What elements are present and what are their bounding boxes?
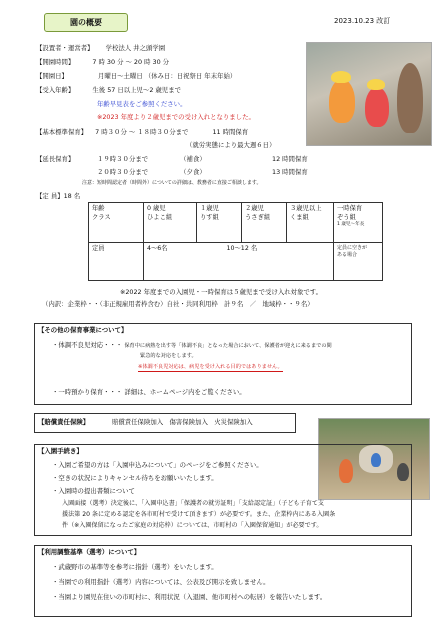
extended-meal-2: （夕食） bbox=[180, 168, 206, 176]
age-chart-note: 年齢早見表をご参照ください。 bbox=[97, 100, 187, 108]
days-label: 【開園日】 bbox=[36, 72, 68, 80]
criteria-item-1: ・武蔵野市の基準等を参考に指針（選考）をいたします。 bbox=[52, 563, 218, 571]
enrollment-item-2: ・空きの状況によりキャンセル待ちをお願いいたします。 bbox=[52, 474, 218, 482]
enrollment-docs-3: 件（※入園保留になったご家庭の対応枠）については、市町村の「入園保留通知」が必要です。 bbox=[62, 522, 323, 529]
capacity-temp: 定員に空きが ある場合 bbox=[334, 243, 383, 281]
revision-date: 2023.10.23 改訂 bbox=[334, 17, 391, 25]
extended-time-1: １９時３０分まで bbox=[97, 155, 149, 163]
temp-care-text: 詳細は、ホームページ内をご覧ください。 bbox=[124, 388, 246, 396]
founder-label: 【設置者・運営者】 bbox=[36, 44, 94, 52]
capacity-23: 10～12 名 bbox=[197, 243, 334, 281]
short-time-note: 注意：短時間認定者（時間外）についての詳細は、教務者に直接ご相談します。 bbox=[82, 180, 262, 186]
days-value: 月曜日～土曜日 （休み日：日祝祭日 年末年始） bbox=[98, 72, 237, 80]
enrollment-heading: 【入園手続き】 bbox=[38, 447, 83, 455]
extended-hours-1: 12 時間保育 bbox=[272, 155, 308, 163]
age-value: 生後 57 日以上児～2 歳児まで bbox=[92, 86, 181, 94]
enrollment-item-1: ・入園ご希望の方は「入園申込みについて」のページをご参照ください。 bbox=[52, 461, 263, 469]
standard-care-hours: 11 時間保育 bbox=[212, 128, 249, 136]
temp-care-label: ・一時預かり保育・・・ bbox=[52, 388, 123, 396]
enrollment-docs-1: 入園面接（選考）決定後に、「入園申込書」「保護者の就労証明」「支給認定証」（子ども子育て支 bbox=[62, 500, 325, 507]
age-change-note: ※2023 年度より２歳児までの受け入れとなりました。 bbox=[97, 113, 255, 121]
quota-breakdown: （内訳：企業枠・・（非正規雇用者枠含む）自社・共同利用枠 計９名 ／ 地域枠・・９名） bbox=[42, 300, 314, 308]
enrollment-docs-2: 援法第 20 条に定める認定を各市町村で受けて頂きます）が必要です。また、企業枠内にある入園条 bbox=[62, 511, 336, 518]
capacity-label: 【定 員】18 名 bbox=[36, 192, 81, 200]
class-cell-hiyoko: 0 歳児 ひよこ組 bbox=[144, 203, 197, 243]
enrollment-item-3: ・入園時の提出書類について bbox=[52, 487, 135, 495]
insurance-text: 賠償責任保険加入 傷害保険加入 火災保険加入 bbox=[112, 418, 253, 426]
standard-care-note: （就労実態により最大週６日） bbox=[186, 141, 276, 149]
extended-meal-1: （補食） bbox=[180, 155, 206, 163]
sick-care-text-2: 緊急的な対応をします。 bbox=[140, 353, 197, 359]
children-photo-top bbox=[306, 42, 432, 146]
founder-value: 学校法人 井之頭学園 bbox=[105, 44, 166, 52]
criteria-item-3: ・当園より園児在住いの市町村に、利用状況（入退園、他市町村への転居）を報告いたします。 bbox=[52, 593, 327, 601]
class-cell-usagi: ２歳児 うさぎ組 bbox=[242, 203, 287, 243]
sick-care-text: 保育中に病熱を出す等「体調不良」となった場合において、保護者が迎えに来るまでの間 bbox=[124, 343, 332, 349]
other-services-heading: 【その他の保育事業について】 bbox=[38, 326, 128, 334]
hours-label: 【開園時間】 bbox=[36, 58, 75, 66]
class-cell-zou: 一時保育 ぞう組 1 歳児～年長 bbox=[334, 203, 383, 243]
hours-value: 7 時 30 分 ～ 20 時 30 分 bbox=[92, 58, 170, 66]
page-title: 園の概要 bbox=[44, 13, 128, 32]
criteria-heading: 【利用調整基準（選考）について】 bbox=[38, 548, 141, 556]
class-cell-kuma: ３歳児以上 くま組 bbox=[287, 203, 334, 243]
standard-care-label: 【基本標準保育】 bbox=[36, 128, 88, 136]
sick-care-warning: ※体調不良児対応は、病児を受け入れる目的ではありません。 bbox=[138, 364, 283, 372]
table-header-cell: 年齢 クラス bbox=[89, 203, 144, 243]
capacity-row-label: 定員 bbox=[89, 243, 144, 281]
criteria-item-2: ・当園での利用指針（選考）内容については、公表及び開示を致しません。 bbox=[52, 578, 270, 586]
extended-care-label: 【延長保育】 bbox=[36, 155, 75, 163]
insurance-label: 【賠償責任保険】 bbox=[38, 418, 90, 426]
age-label: 【受入年齢】 bbox=[36, 86, 75, 94]
class-cell-risu: １歳児 りす組 bbox=[197, 203, 242, 243]
sick-care-label: ・体調不良児対応・・・ bbox=[52, 341, 123, 349]
age-notice: ※2022 年度までの入園児・一時保育は５歳児まで受け入れ対象です。 bbox=[120, 288, 323, 296]
extended-time-2: ２０時３０分まで bbox=[97, 168, 149, 176]
standard-care-value: 7 時３０分 ～ １８時３０分まで bbox=[95, 128, 189, 136]
extended-hours-2: 13 時間保育 bbox=[272, 168, 308, 176]
class-capacity-table bbox=[88, 202, 383, 281]
capacity-01: 4～6名 bbox=[144, 243, 197, 281]
